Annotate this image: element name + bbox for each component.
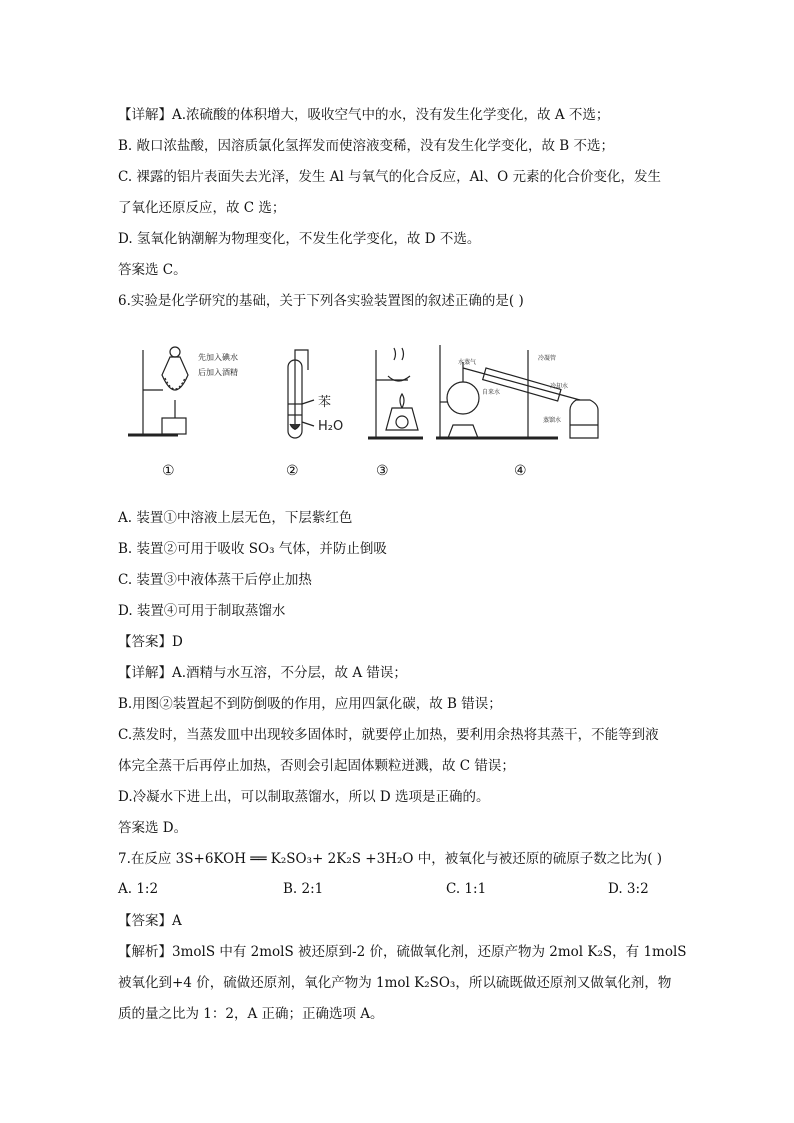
- question-6-stem: 6.实验是化学研究的基础，关于下列各实验装置图的叙述正确的是( ): [118, 293, 524, 309]
- text-line: 【详解】A.浓硫酸的体积增大，吸收空气中的水，没有发生化学变化，故 A 不选；: [118, 107, 610, 123]
- q6-option-d: D. 装置④可用于制取蒸馏水: [118, 603, 286, 619]
- separatory-funnel-apparatus: [128, 347, 188, 435]
- q7-option-d: D. 3:2: [608, 881, 649, 897]
- apparatus-drawing: [118, 330, 678, 480]
- q7-explain-line: 质的量之比为 1：2，A 正确；正确选项 A。: [118, 1006, 384, 1022]
- q6-explain-line: 答案选 D。: [118, 820, 188, 836]
- device1-note: 后加入酒精: [198, 368, 238, 377]
- q6-explain-line: 【详解】A.酒精与水互溶，不分层，故 A 错误；: [118, 665, 407, 681]
- q6-option-b: B. 装置②可用于吸收 SO₃ 气体，并防止倒吸: [118, 541, 387, 557]
- question-7-stem: 7.在反应 3S+6KOH ══ K₂SO₃+ 2K₂S +3H₂O 中，被氧化与被还原的硫原子数之比为( ): [118, 851, 663, 867]
- device4-note: 冷凝管: [538, 355, 557, 362]
- q7-option-a: A. 1:2: [118, 881, 159, 897]
- q6-explain-line: B.用图②装置起不到防倒吸的作用，应用四氯化碳，故 B 错误；: [118, 696, 502, 712]
- device1-note: 先加入碘水: [198, 353, 238, 362]
- figure-label-4: ④: [514, 463, 527, 479]
- device4-note: 水蒸气: [458, 359, 477, 366]
- device4-note: 自来水: [482, 389, 501, 396]
- text-line: B. 敞口浓盐酸，因溶质氯化氢挥发而使溶液变稀，没有发生化学变化，故 B 不选；: [118, 138, 615, 154]
- q6-option-a: A. 装置①中溶液上层无色，下层紫红色: [118, 510, 353, 526]
- device4-note: 蒸馏水: [543, 417, 562, 424]
- q6-explain-line: 体完全蒸干后再停止加热，否则会引起固体颗粒迸溅，故 C 错误；: [118, 758, 515, 774]
- figure-label-2: ②: [286, 463, 299, 479]
- q7-explain-line: 被氧化到+4 价，硫做还原剂，氧化产物为 1mol K₂SO₃，所以硫既做还原剂又做氧化剂，物: [118, 975, 672, 991]
- device2-note: H₂O: [318, 419, 344, 434]
- apparatus-figure: [118, 330, 678, 480]
- evaporation-apparatus: [368, 348, 423, 438]
- absorption-tube-apparatus: [288, 350, 314, 438]
- q6-option-c: C. 装置③中液体蒸干后停止加热: [118, 572, 312, 588]
- q7-explain-line: 【解析】3molS 中有 2molS 被还原到-2 价，硫做氧化剂，还原产物为 2mol K₂S，有 1molS: [118, 944, 687, 960]
- q7-answer: 【答案】A: [118, 913, 182, 929]
- text-line: 了氧化还原反应，故 C 选；: [118, 200, 286, 216]
- text-line: D. 氢氧化钠潮解为物理变化，不发生化学变化，故 D 不选。: [118, 231, 481, 247]
- q6-answer: 【答案】D: [118, 634, 183, 650]
- text-line: C. 裸露的铝片表面失去光泽，发生 Al 与氧气的化合反应，Al、O 元素的化合价变化，发生: [118, 169, 662, 185]
- q6-explain-line: D.冷凝水下进上出，可以制取蒸馏水，所以 D 选项是正确的。: [118, 789, 490, 805]
- figure-label-3: ③: [376, 463, 389, 479]
- figure-label-1: ①: [162, 463, 175, 479]
- text-line: 答案选 C。: [118, 262, 187, 278]
- device2-note: 苯: [318, 395, 332, 410]
- q7-option-c: C. 1:1: [446, 881, 487, 897]
- device4-note: 冷却水: [550, 383, 569, 390]
- q7-option-b: B. 2:1: [283, 881, 324, 897]
- q6-explain-line: C.蒸发时，当蒸发皿中出现较多固体时，就要停止加热，要利用余热将其蒸干，不能等到液: [118, 727, 659, 743]
